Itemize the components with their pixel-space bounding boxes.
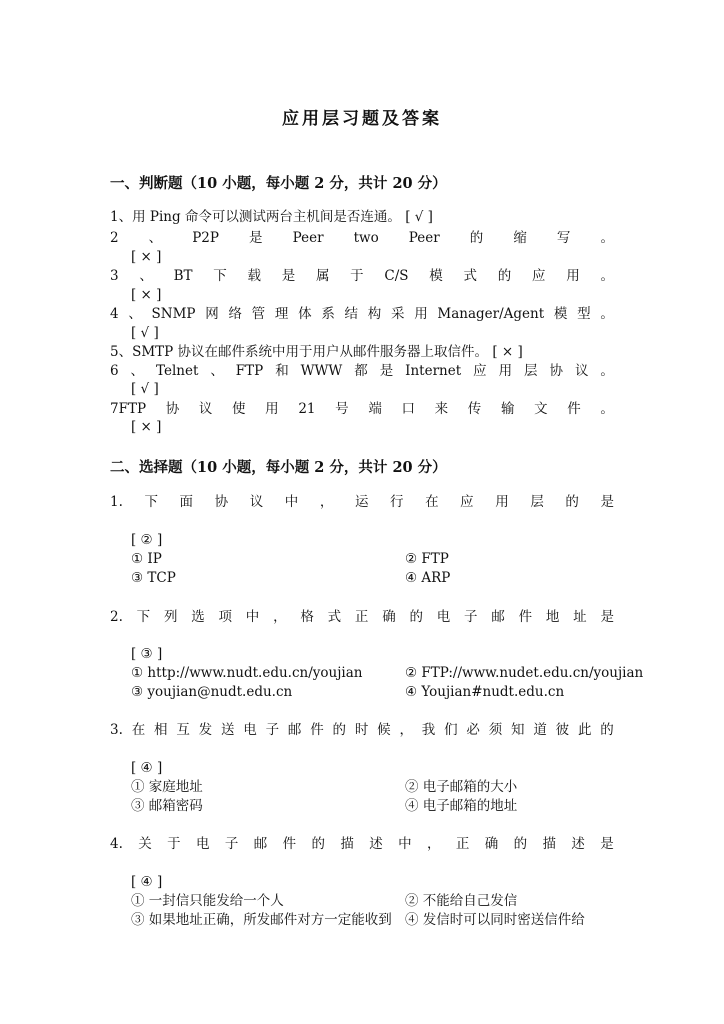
tf-question-4 <box>110 305 614 323</box>
text-token: 用 <box>414 306 428 322</box>
text-token: 3 <box>110 268 119 284</box>
text-token: 的 <box>565 494 579 510</box>
text-token: 。 <box>600 401 614 417</box>
text-token: 口 <box>401 401 415 417</box>
text-token: 件 <box>282 836 297 852</box>
text-token: 层 <box>530 494 544 510</box>
text-token: 描 <box>542 836 557 852</box>
text-token: 协 <box>214 494 229 510</box>
mc-question-4 <box>110 835 614 853</box>
text-token: 址 <box>573 609 587 625</box>
text-token: two <box>353 230 379 246</box>
text-token: 管 <box>251 306 266 322</box>
mc1-option-3: ③ TCP <box>131 570 176 586</box>
document-title: 应用层习题及答案 <box>282 109 442 129</box>
text-token: 7FTP <box>110 401 147 417</box>
text-token: Peer <box>292 230 324 246</box>
text-token: 电 <box>243 722 257 738</box>
text-token: 号 <box>335 401 349 417</box>
text-token: 议 <box>249 494 264 510</box>
text-token: 应 <box>460 494 474 510</box>
text-token: 必 <box>466 722 480 738</box>
tf-question-1: 1、用 Ping 命令可以测试两台主机间是否连通。 [ √ ] <box>110 209 433 225</box>
text-token: 的 <box>332 722 347 738</box>
text-token: 正 <box>455 836 470 852</box>
tf-question-2 <box>110 229 614 247</box>
text-token: 2. <box>110 609 123 625</box>
tf-question-3 <box>110 267 614 285</box>
text-token: 4 <box>110 306 119 322</box>
text-token: 选 <box>191 609 205 625</box>
mc3-option-4: ④ 电子邮箱的地址 <box>405 798 518 814</box>
text-token: 。 <box>600 363 614 379</box>
text-token: 项 <box>218 609 233 625</box>
text-token: 的 <box>409 609 423 625</box>
text-token: 电 <box>196 836 210 852</box>
text-token: 彼 <box>555 722 570 738</box>
mc4-option-2: ② 不能给自己发信 <box>405 893 518 909</box>
text-token: 互 <box>176 722 190 738</box>
text-token: 此 <box>577 722 592 738</box>
mc4-option-3: ③ 如果地址正确，所发邮件对方一定能收到 <box>131 912 392 928</box>
text-token: 体 <box>298 306 312 322</box>
text-token: 。 <box>600 230 614 246</box>
text-token: 、 <box>128 306 142 322</box>
mc-question-3 <box>110 721 614 739</box>
text-token: 是 <box>379 363 394 379</box>
text-token: 、 <box>139 268 153 284</box>
mc2-option-1: ① http://www.nudt.edu.cn/youjian <box>131 665 363 681</box>
text-token: 和 <box>275 363 289 379</box>
text-token: 4. <box>110 836 123 852</box>
text-token: 我 <box>421 722 436 738</box>
text-token: 构 <box>367 306 382 322</box>
mc-answer-4: [ ④ ] <box>131 874 163 890</box>
text-token: 6 <box>110 363 119 379</box>
text-token: 邮 <box>253 836 268 852</box>
text-token: 邮 <box>491 609 505 625</box>
text-token: 缩 <box>513 230 527 246</box>
text-token: 模 <box>553 306 568 322</box>
text-token: P2P <box>192 230 219 246</box>
text-token: 确 <box>382 609 396 625</box>
text-token: 用 <box>265 401 279 417</box>
text-token: 们 <box>444 722 458 738</box>
text-token: 描 <box>340 836 354 852</box>
text-token: 的 <box>469 230 484 246</box>
text-token: 运 <box>354 494 369 510</box>
section-heading-true-false: 一、判断题（10 小题，每小题 2 分，共计 20 分） <box>110 175 447 192</box>
text-token: 用 <box>495 494 509 510</box>
text-token: 是 <box>281 268 296 284</box>
text-token: 候 <box>377 722 391 738</box>
text-token: 正 <box>354 609 369 625</box>
text-token: 层 <box>524 363 538 379</box>
text-token: WWW <box>300 363 343 379</box>
text-token: 件 <box>310 722 324 738</box>
text-token: 。 <box>600 268 614 284</box>
mc-answer-3: [ ④ ] <box>131 760 163 776</box>
mc-question-1 <box>110 493 614 511</box>
text-token: 于 <box>350 268 364 284</box>
text-token: 络 <box>228 306 242 322</box>
text-token: FTP <box>235 363 264 379</box>
text-token: 确 <box>484 836 499 852</box>
text-token: 属 <box>315 268 330 284</box>
tf-answer-4: [ √ ] <box>131 325 159 341</box>
text-token: 发 <box>198 722 213 738</box>
text-token: 、 <box>210 363 224 379</box>
mc4-option-1: ① 一封信只能发给一个人 <box>131 893 284 909</box>
text-token: ， <box>319 494 334 510</box>
tf-question-6 <box>110 362 614 380</box>
text-token: 知 <box>511 722 525 738</box>
text-token: 都 <box>354 363 368 379</box>
text-token: 于 <box>167 836 181 852</box>
text-token: ， <box>273 609 287 625</box>
text-token: 电 <box>436 609 451 625</box>
text-token: 结 <box>344 306 359 322</box>
text-token: 写 <box>556 230 571 246</box>
tf-answer-3: [ × ] <box>131 287 162 303</box>
text-token: 子 <box>464 609 478 625</box>
text-token: 议 <box>574 363 589 379</box>
text-token: 来 <box>434 401 449 417</box>
text-token: 。 <box>600 306 614 322</box>
text-token: 式 <box>463 268 478 284</box>
mc1-option-4: ④ ARP <box>405 570 451 586</box>
text-token: 中 <box>245 609 260 625</box>
text-token: 的 <box>513 836 528 852</box>
text-token: 相 <box>154 722 168 738</box>
text-token: BT <box>173 268 193 284</box>
text-token: 述 <box>571 836 585 852</box>
tf-answer-6: [ √ ] <box>131 381 159 397</box>
text-token: 件 <box>518 609 533 625</box>
mc-question-2 <box>110 608 614 626</box>
tf-question-7 <box>110 400 614 418</box>
text-token: 邮 <box>287 722 302 738</box>
text-token: 模 <box>429 268 443 284</box>
mc2-option-2: ② FTP://www.nudet.edu.cn/youjian <box>405 665 644 681</box>
text-token: 使 <box>232 401 246 417</box>
text-token: 关 <box>138 836 152 852</box>
text-token: ， <box>427 836 441 852</box>
text-token: 、 <box>148 230 163 246</box>
text-token: 送 <box>220 722 235 738</box>
text-token: 下 <box>213 268 227 284</box>
text-token: 地 <box>545 609 560 625</box>
mc3-option-1: ① 家庭地址 <box>131 779 203 795</box>
text-token: 件 <box>567 401 581 417</box>
text-token: 理 <box>274 306 289 322</box>
text-token: 列 <box>163 609 178 625</box>
text-token: 式 <box>327 609 342 625</box>
text-token: 面 <box>179 494 194 510</box>
text-token: 道 <box>533 722 547 738</box>
text-token: Telnet <box>156 363 199 379</box>
text-token: 应 <box>473 363 487 379</box>
text-token: 中 <box>398 836 412 852</box>
mc1-option-2: ② FTP <box>405 551 449 567</box>
text-token: 3. <box>110 722 123 738</box>
text-token: 文 <box>534 401 548 417</box>
tf-question-5: 5、SMTP 协议在邮件系统中用于用户从邮件服务器上取信件。 [ × ] <box>110 344 523 360</box>
text-token: 传 <box>467 401 482 417</box>
tf-answer-2: [ × ] <box>131 249 162 265</box>
text-token: 的 <box>497 268 512 284</box>
text-token: 21 <box>298 401 316 417</box>
text-token: 须 <box>488 722 503 738</box>
text-token: SNMP <box>151 306 196 322</box>
mc2-option-4: ④ Youjian#nudt.edu.cn <box>405 684 565 700</box>
text-token: 载 <box>247 268 261 284</box>
mc-answer-1: [ ② ] <box>131 532 163 548</box>
text-token: 的 <box>600 722 614 738</box>
text-token: 述 <box>369 836 383 852</box>
text-token: 、 <box>130 363 145 379</box>
text-token: 是 <box>600 494 614 510</box>
text-token: 是 <box>600 609 614 625</box>
text-token: C/S <box>384 268 409 284</box>
text-token: Internet <box>405 363 462 379</box>
text-token: 下 <box>144 494 158 510</box>
text-token: 型 <box>577 306 591 322</box>
section-heading-multiple-choice: 二、选择题（10 小题，每小题 2 分，共计 20 分） <box>110 459 447 476</box>
text-token: 输 <box>500 401 515 417</box>
text-token: 用 <box>498 363 513 379</box>
text-token: 行 <box>390 494 404 510</box>
mc2-option-3: ③ youjian@nudt.edu.cn <box>131 684 293 700</box>
text-token: 2 <box>110 230 119 246</box>
mc1-option-1: ① IP <box>131 551 162 567</box>
text-token: 1. <box>110 494 123 510</box>
text-token: 时 <box>354 722 369 738</box>
text-token: 下 <box>136 609 151 625</box>
text-token: 网 <box>205 306 219 322</box>
text-token: 应 <box>531 268 546 284</box>
text-token: 是 <box>600 836 614 852</box>
text-token: 在 <box>425 494 439 510</box>
text-token: 议 <box>198 401 213 417</box>
text-token: 用 <box>566 268 580 284</box>
tf-answer-7: [ × ] <box>131 419 162 435</box>
mc3-option-3: ③ 邮箱密码 <box>131 798 203 814</box>
text-token: 端 <box>368 401 382 417</box>
text-token: ， <box>399 722 413 738</box>
text-token: 协 <box>165 401 180 417</box>
text-token: 中 <box>284 494 299 510</box>
text-token: 在 <box>131 722 146 738</box>
text-token: 子 <box>224 836 239 852</box>
text-token: 采 <box>390 306 405 322</box>
text-token: 的 <box>311 836 326 852</box>
text-token: Manager/Agent <box>437 306 545 322</box>
text-token: 子 <box>265 722 280 738</box>
text-token: 系 <box>321 306 335 322</box>
text-token: 是 <box>249 230 263 246</box>
text-token: 协 <box>549 363 563 379</box>
mc-answer-2: [ ③ ] <box>131 646 163 662</box>
text-token: 格 <box>300 609 314 625</box>
mc3-option-2: ② 电子邮箱的大小 <box>405 779 518 795</box>
text-token: Peer <box>408 230 440 246</box>
mc4-option-4: ④ 发信时可以同时密送信件给 <box>405 912 585 928</box>
